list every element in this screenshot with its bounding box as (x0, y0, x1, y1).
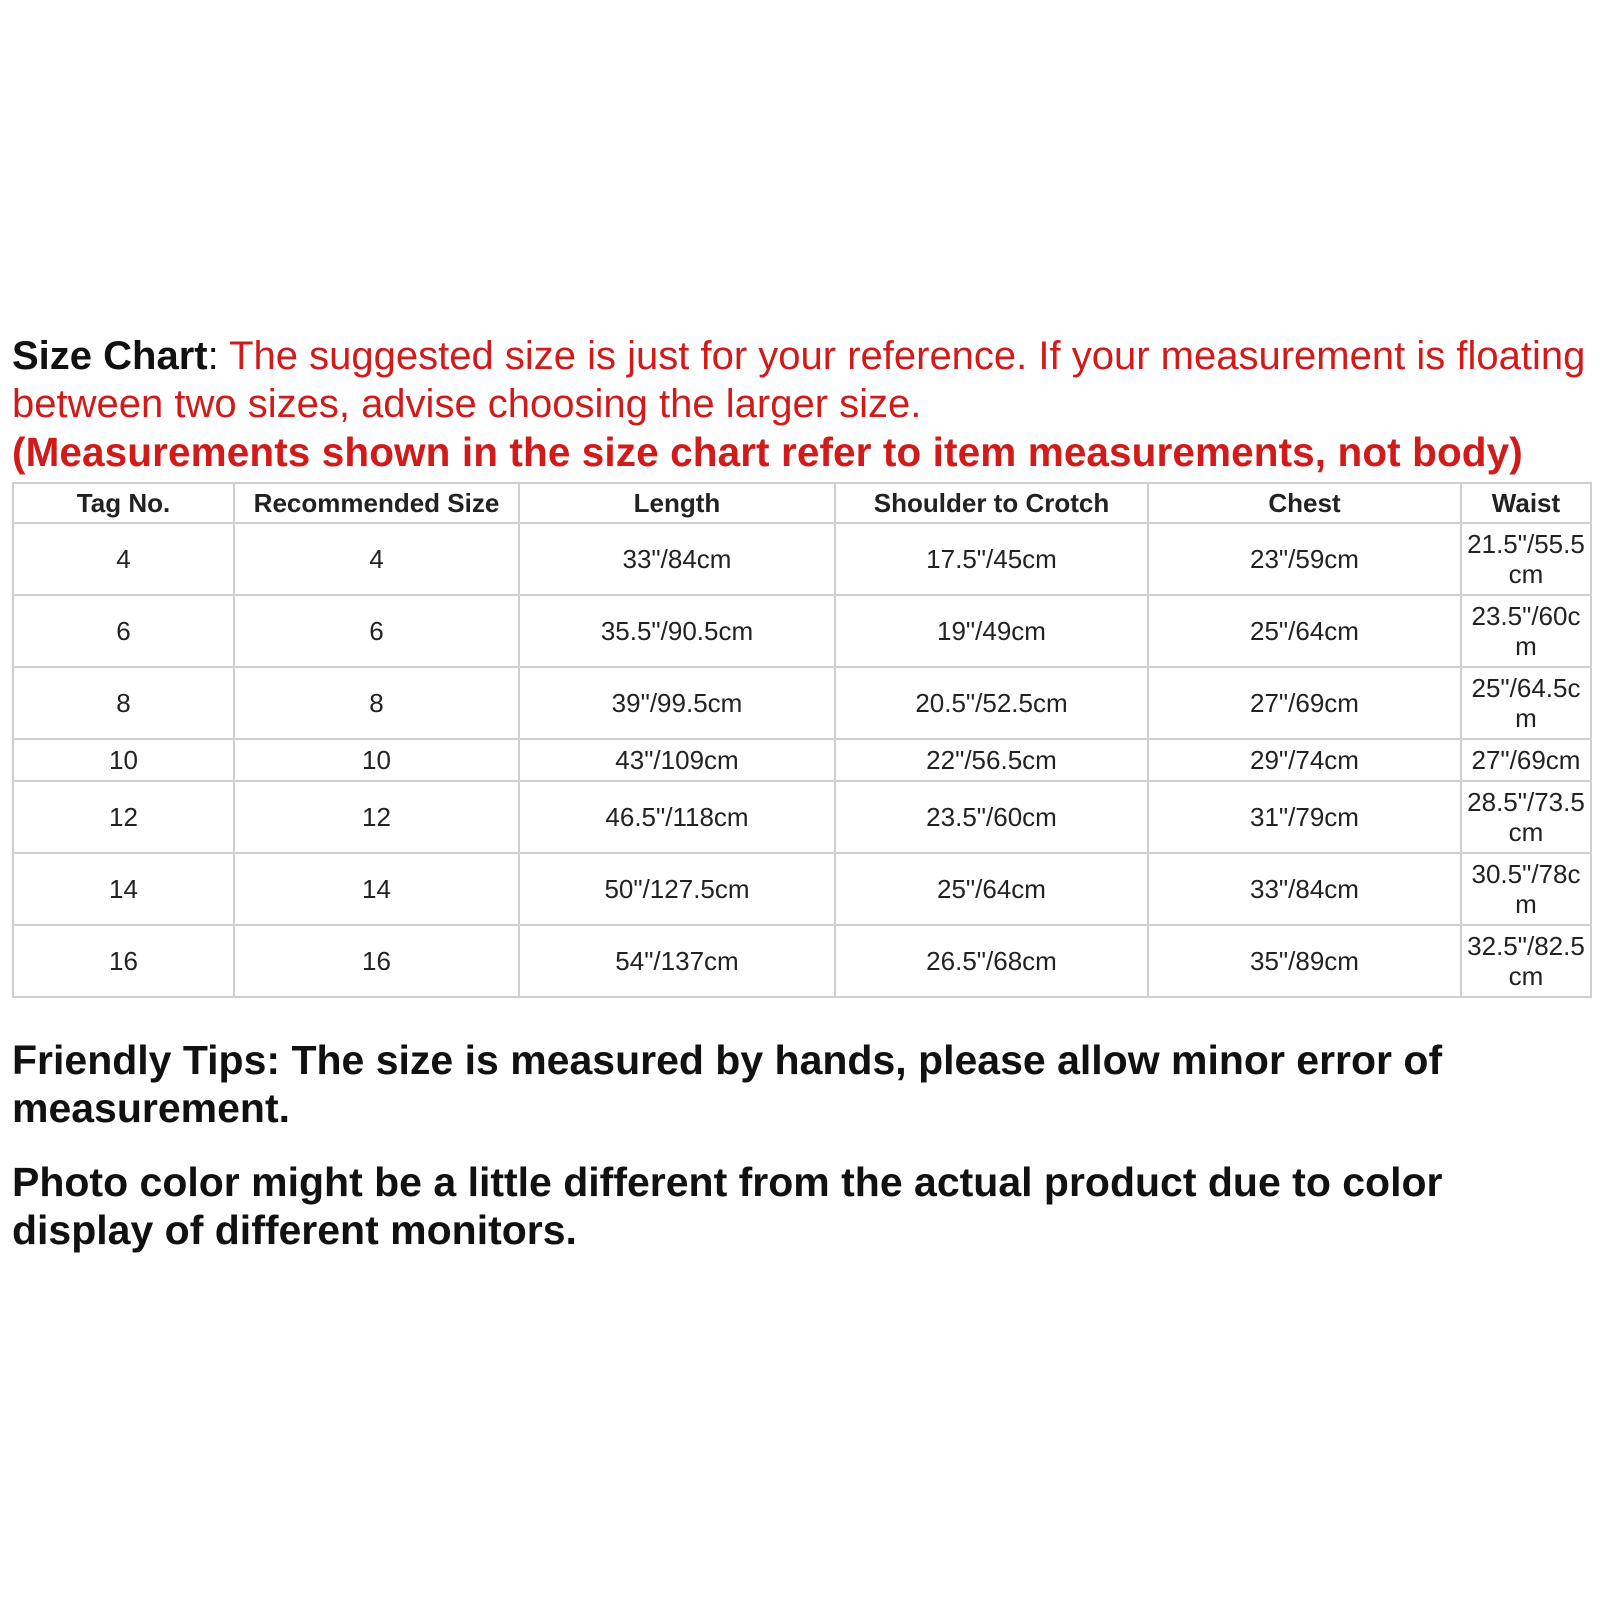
cell-chest: 31"/79cm (1148, 781, 1461, 853)
cell-recommended-size: 10 (234, 739, 519, 781)
cell-shoulder-to-crotch: 26.5"/68cm (835, 925, 1148, 997)
cell-length: 43"/109cm (519, 739, 835, 781)
cell-recommended-size: 4 (234, 523, 519, 595)
cell-tag-no: 4 (13, 523, 234, 595)
header-length: Length (519, 483, 835, 523)
table-row (13, 595, 1591, 667)
header-tag-no: Tag No. (13, 483, 234, 523)
cell-waist: 25"/64.5cm (1461, 667, 1591, 739)
measurement-note: (Measurements shown in the size chart refer to item measurements, not body) (12, 429, 1523, 475)
table-header-row (13, 483, 1591, 523)
cell-waist: 21.5"/55.5cm (1461, 523, 1591, 595)
cell-length: 46.5"/118cm (519, 781, 835, 853)
cell-shoulder-to-crotch: 23.5"/60cm (835, 781, 1148, 853)
size-table (12, 482, 1592, 998)
cell-shoulder-to-crotch: 17.5"/45cm (835, 523, 1148, 595)
cell-tag-no: 14 (13, 853, 234, 925)
photo-color-note: Photo color might be a little different from the actual product due to color display of different monitors. (12, 1159, 1443, 1253)
cell-tag-no: 12 (13, 781, 234, 853)
size-chart-colon: : (207, 334, 219, 378)
cell-waist: 30.5"/78cm (1461, 853, 1591, 925)
header-chest: Chest (1148, 483, 1461, 523)
cell-length: 39"/99.5cm (519, 667, 835, 739)
cell-chest: 35"/89cm (1148, 925, 1461, 997)
table-row (13, 523, 1591, 595)
cell-tag-no: 16 (13, 925, 234, 997)
cell-recommended-size: 8 (234, 667, 519, 739)
size-chart-reference-text: The suggested size is just for your reference. If your measurement is floating between two sizes, advise choosing the larger size. (12, 334, 1586, 426)
cell-tag-no: 8 (13, 667, 234, 739)
cell-waist: 32.5"/82.5cm (1461, 925, 1591, 997)
table-row (13, 667, 1591, 739)
cell-recommended-size: 14 (234, 853, 519, 925)
table-row (13, 853, 1591, 925)
tips-section (12, 1036, 1572, 1280)
cell-tag-no: 10 (13, 739, 234, 781)
cell-chest: 27"/69cm (1148, 667, 1461, 739)
cell-recommended-size: 16 (234, 925, 519, 997)
cell-waist: 23.5"/60cm (1461, 595, 1591, 667)
cell-recommended-size: 12 (234, 781, 519, 853)
cell-recommended-size: 6 (234, 595, 519, 667)
header-waist: Waist (1461, 483, 1591, 523)
cell-shoulder-to-crotch: 22"/56.5cm (835, 739, 1148, 781)
cell-chest: 33"/84cm (1148, 853, 1461, 925)
table-row (13, 925, 1591, 997)
cell-length: 33"/84cm (519, 523, 835, 595)
size-chart-intro (12, 332, 1592, 476)
cell-waist: 27"/69cm (1461, 739, 1591, 781)
cell-waist: 28.5"/73.5cm (1461, 781, 1591, 853)
header-recommended-size: Recommended Size (234, 483, 519, 523)
header-shoulder-to-crotch: Shoulder to Crotch (835, 483, 1148, 523)
cell-length: 50"/127.5cm (519, 853, 835, 925)
cell-chest: 29"/74cm (1148, 739, 1461, 781)
cell-chest: 25"/64cm (1148, 595, 1461, 667)
cell-length: 54"/137cm (519, 925, 835, 997)
friendly-tips: Friendly Tips: The size is measured by hands, please allow minor error of measurement. (12, 1037, 1443, 1131)
cell-tag-no: 6 (13, 595, 234, 667)
cell-shoulder-to-crotch: 25"/64cm (835, 853, 1148, 925)
table-row (13, 781, 1591, 853)
table-row (13, 739, 1591, 781)
size-chart-label: Size Chart (12, 334, 208, 378)
cell-chest: 23"/59cm (1148, 523, 1461, 595)
cell-shoulder-to-crotch: 20.5"/52.5cm (835, 667, 1148, 739)
cell-shoulder-to-crotch: 19"/49cm (835, 595, 1148, 667)
cell-length: 35.5"/90.5cm (519, 595, 835, 667)
